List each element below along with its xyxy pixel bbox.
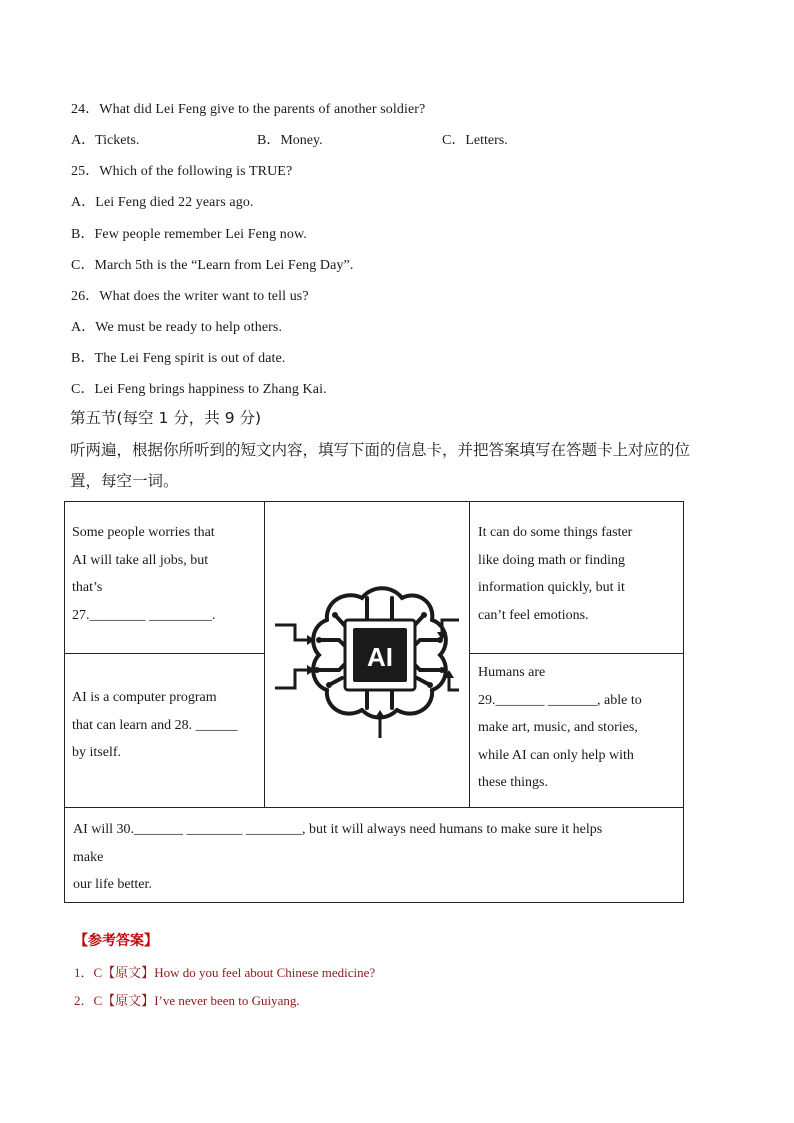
answer-number: 1．C [74, 965, 103, 980]
card-text-line: make [73, 849, 104, 865]
section-instruction-line-2: 置，每空一词。 [70, 472, 179, 490]
blank-27: 27.________ _________. [72, 607, 216, 623]
section-instruction-line-1: 听两遍，根据你所听到的短文内容，填写下面的信息卡，并把答案填写在答题卡上对应的位 [70, 441, 691, 459]
question-24-option-b: B．Money. [257, 133, 323, 148]
card-text-line: AI will take all jobs, but [72, 552, 209, 568]
card-text-line: by itself. [72, 745, 121, 760]
question-25-option-a: A．Lei Feng died 22 years ago. [71, 195, 254, 210]
card-text-line: It can do some things faster [478, 525, 633, 540]
answer-text: I’ve never been to Guiyang. [154, 993, 300, 1008]
question-24-option-c: C．Letters. [442, 133, 508, 148]
question-25-stem: 25．Which of the following is TRUE? [71, 164, 293, 179]
question-26-option-b: B．The Lei Feng spirit is out of date. [71, 351, 286, 366]
section-heading: 第五节(每空 1 分，共 9 分) [70, 409, 262, 427]
card-cell-top-left [65, 502, 265, 654]
card-text-line: that’s [72, 580, 103, 595]
question-26-option-a: A．We must be ready to help others. [71, 320, 283, 335]
card-text-line: make art, music, and stories, [478, 720, 638, 735]
answer-tag: 【原文】 [102, 966, 155, 981]
card-cell-bottom-row [65, 808, 684, 903]
card-text-line: while AI can only help with [478, 747, 634, 763]
card-text-line: Some people worries that [72, 525, 215, 540]
answer-text: How do you feel about Chinese medicine? [154, 965, 376, 980]
card-text-line: AI is a computer program [72, 690, 217, 705]
question-25-option-b: B．Few people remember Lei Feng now. [71, 227, 307, 242]
card-text-line: can’t feel emotions. [478, 607, 589, 623]
card-cell-bottom-left [65, 654, 265, 808]
card-cell-image [265, 502, 470, 808]
card-text-line: our life better. [73, 877, 152, 892]
question-25-option-c: C．March 5th is the “Learn from Lei Feng Day”. [71, 258, 354, 273]
card-cell-bottom-right [470, 654, 684, 808]
blank-29: 29._______ _______, able to [478, 692, 642, 708]
card-cell-top-right [470, 502, 684, 654]
card-text-line: information quickly, but it [478, 580, 625, 595]
card-text-line: these things. [478, 775, 548, 790]
question-24-stem: 24．What did Lei Feng give to the parents of another soldier? [71, 102, 426, 117]
answer-section-title: 【参考答案】 [74, 933, 158, 949]
question-26-stem: 26．What does the writer want to tell us? [71, 289, 309, 304]
question-24-option-a: A．Tickets. [71, 133, 140, 148]
card-text-line: Humans are [478, 665, 546, 680]
blank-30: AI will 30._______ ________ ________, but it will always need humans to make sure it helps [73, 822, 603, 837]
chip-label: AI [367, 641, 393, 672]
answer-item-1 [74, 962, 375, 981]
ai-chip-brain-icon [267, 570, 467, 740]
info-card-table [64, 501, 684, 903]
answer-number: 2．C [74, 993, 103, 1008]
blank-28: that can learn and 28. ______ [72, 717, 238, 733]
answer-item-2 [74, 990, 300, 1009]
answer-tag: 【原文】 [102, 994, 155, 1009]
question-26-option-c: C．Lei Feng brings happiness to Zhang Kai. [71, 382, 327, 397]
card-text-line: like doing math or finding [478, 552, 625, 568]
